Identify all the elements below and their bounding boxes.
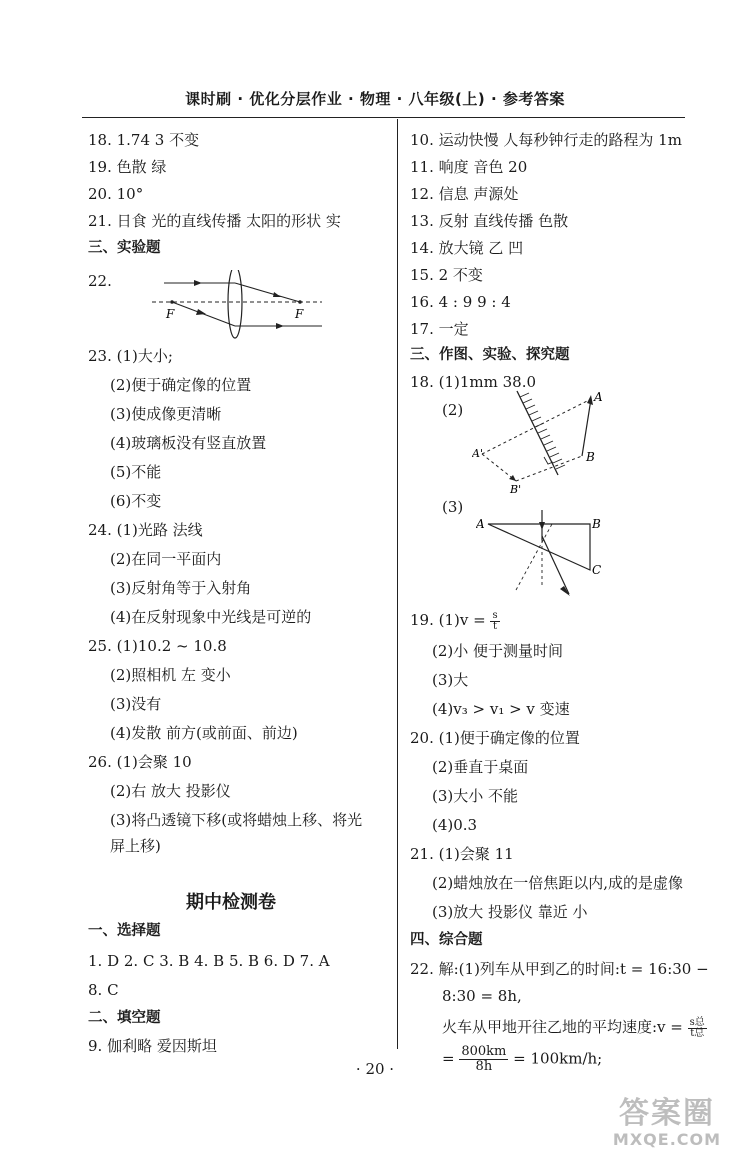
answer-21: 21. 日食 光的直线传播 太阳的形状 实 xyxy=(88,212,341,230)
time-value: 8h xyxy=(475,1059,493,1074)
choice-answers-row1: 1. D 2. C 3. B 4. B 5. B 6. D 7. A xyxy=(88,952,330,970)
avg-speed-fraction xyxy=(688,1018,707,1039)
answer-11: 11. 响度 音色 20 xyxy=(410,158,528,176)
answer-26-3-cont: 屏上移) xyxy=(110,837,161,855)
answer-23-1: 23. (1)大小; xyxy=(88,347,173,365)
prism-point-a: A xyxy=(476,517,485,531)
answer-20-1: 20. (1)便于确定像的位置 xyxy=(410,729,580,747)
answer-20-2: (2)垂直于桌面 xyxy=(432,758,529,776)
section-comprehensive: 四、综合题 xyxy=(410,932,483,948)
speed-result: = 100km/h; xyxy=(513,1049,603,1068)
answer-24-1: 24. (1)光路 法线 xyxy=(88,521,203,539)
column-divider xyxy=(397,119,398,1049)
image-a-label: A' xyxy=(472,447,483,460)
choice-answers-row2: 8. C xyxy=(88,981,119,999)
watermark-bottom: MXQE.COM xyxy=(612,1130,722,1149)
midterm-title: 期中检测卷 xyxy=(186,892,276,913)
lens-ray-diagram xyxy=(150,270,330,344)
answer-18-1: 18. (1)1mm 38.0 xyxy=(410,373,537,391)
header-rule xyxy=(82,117,685,118)
answer-20: 20. 10° xyxy=(88,185,144,203)
answer-18: 18. 1.74 3 不变 xyxy=(88,131,200,149)
answer-23-2: (2)便于确定像的位置 xyxy=(110,376,252,394)
answer-24-3: (3)反射角等于入射角 xyxy=(110,579,252,597)
answer-23-3: (3)使成像更清晰 xyxy=(110,405,222,423)
answer-23-6: (6)不变 xyxy=(110,492,162,510)
answer-14: 14. 放大镜 乙 凹 xyxy=(410,239,524,257)
point-a-label: A xyxy=(594,390,603,404)
mirror-image-diagram xyxy=(472,387,608,495)
answer-24-2: (2)在同一平面内 xyxy=(110,550,222,568)
section-experiment: 三、实验题 xyxy=(88,240,161,256)
answer-21-3: (3)放大 投影仪 靠近 小 xyxy=(432,903,588,921)
answer-10: 10. 运动快慢 人每秒钟行走的路程为 1m xyxy=(410,131,682,149)
answer-22-line2: 8:30 = 8h, xyxy=(442,987,522,1005)
answer-25-2: (2)照相机 左 变小 xyxy=(110,666,231,684)
equals-sign: = xyxy=(442,1049,455,1068)
prism-refraction-diagram xyxy=(476,510,606,610)
avg-speed-numerator: s总 xyxy=(689,1016,705,1028)
image-b-label: B' xyxy=(510,483,522,495)
page-number: · 20 · xyxy=(355,1060,395,1078)
speed-formula-fraction xyxy=(490,611,499,632)
watermark-top: 答案圈 xyxy=(619,1096,715,1131)
section-drawing: 三、作图、实验、探究题 xyxy=(410,347,570,363)
answer-9: 9. 伽利略 爱因斯坦 xyxy=(88,1037,217,1055)
answer-19: 19. 色散 绿 xyxy=(88,158,167,176)
section-choice: 一、选择题 xyxy=(88,923,161,939)
answer-25-3: (3)没有 xyxy=(110,695,162,713)
prism-point-b: B xyxy=(592,517,601,531)
answer-19-1-label: 19. (1)v = xyxy=(410,611,486,629)
answer-20-3: (3)大小 不能 xyxy=(432,787,519,805)
answer-19-2: (2)小 便于测量时间 xyxy=(432,642,564,660)
page-header: 课时刷 · 优化分层作业 · 物理 · 八年级(上) · 参考答案 xyxy=(185,90,565,108)
answer-25-1: 25. (1)10.2 ~ 10.8 xyxy=(88,637,227,655)
answer-19-3: (3)大 xyxy=(432,671,469,689)
formula-numerator-s: s xyxy=(492,609,498,621)
answer-25-4: (4)发散 前方(或前面、前边) xyxy=(110,724,298,742)
answer-12: 12. 信息 声源处 xyxy=(410,185,519,203)
answer-20-4: (4)0.3 xyxy=(432,816,478,834)
answer-19-4: (4)v₃ > v₁ > v 变速 xyxy=(432,700,570,718)
answer-17: 17. 一定 xyxy=(410,320,469,338)
answer-15: 15. 2 不变 xyxy=(410,266,483,284)
answer-26-1: 26. (1)会聚 10 xyxy=(88,753,192,771)
answer-21-2: (2)蜡烛放在一倍焦距以内,成的是虚像 xyxy=(432,874,684,892)
answer-18-2: (2) xyxy=(442,401,464,419)
answer-23-5: (5)不能 xyxy=(110,463,162,481)
answer-13: 13. 反射 直线传播 色散 xyxy=(410,212,569,230)
answer-24-4: (4)在反射现象中光线是可逆的 xyxy=(110,608,312,626)
answer-22-line1: 22. 解:(1)列车从甲到乙的时间:t = 16:30 − xyxy=(410,960,709,978)
avg-speed-denominator: t总 xyxy=(690,1027,705,1039)
answer-26-2: (2)右 放大 投影仪 xyxy=(110,782,231,800)
answer-22: 22. xyxy=(88,272,112,290)
prism-point-c: C xyxy=(592,563,602,577)
answer-22-line3 xyxy=(442,1017,707,1039)
answer-23-4: (4)玻璃板没有竖直放置 xyxy=(110,434,267,452)
point-b-label: B xyxy=(586,450,595,464)
watermark-logo xyxy=(592,1097,742,1157)
formula-denominator-t: t xyxy=(493,620,498,632)
distance-value: 800km xyxy=(461,1044,507,1059)
answer-19-1 xyxy=(410,610,500,632)
focus-label-left: F xyxy=(166,307,175,321)
focus-label-right: F xyxy=(295,307,304,321)
answer-21-1: 21. (1)会聚 11 xyxy=(410,845,514,863)
answer-16: 16. 4 : 9 9 : 4 xyxy=(410,293,511,311)
answer-18-3: (3) xyxy=(442,498,464,516)
avg-speed-text: 火车从甲地开往乙地的平均速度:v = xyxy=(442,1018,683,1036)
answer-26-3: (3)将凸透镜下移(或将蜡烛上移、将光 xyxy=(110,811,363,829)
section-fill: 二、填空题 xyxy=(88,1010,161,1026)
